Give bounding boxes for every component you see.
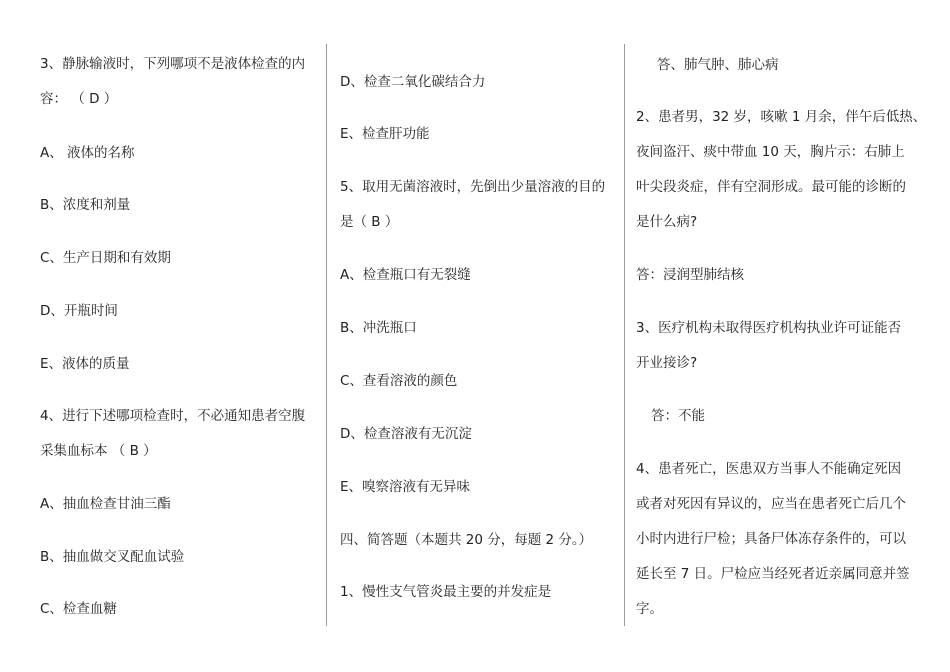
option-d: D、检查二氧化碳结合力 xyxy=(340,74,486,90)
question-4-line-1: 4、患者死亡，医患双方当事人不能确定死因 xyxy=(636,461,902,477)
question-2-line-3: 叶尖段炎症，伴有空洞形成。最可能的诊断的 xyxy=(636,179,906,195)
option-e: E、嗅察溶液有无异味 xyxy=(340,479,471,495)
column-right xyxy=(625,0,950,672)
question-3-line-1: 3、医疗机构未取得医疗机构执业许可证能否 xyxy=(636,320,902,336)
short-answer-1: 1、慢性支气管炎最主要的并发症是 xyxy=(340,584,552,600)
question-5-line-1: 5、取用无菌溶液时，先倒出少量溶液的目的 xyxy=(340,179,606,195)
question-2-line-4: 是什么病? xyxy=(636,214,698,230)
option-d: D、检查溶液有无沉淀 xyxy=(340,426,472,442)
option-c: C、查看溶液的颜色 xyxy=(340,373,458,389)
option-e: E、检查肝功能 xyxy=(340,126,430,142)
column-middle xyxy=(327,0,624,672)
option-b: B、冲洗瓶口 xyxy=(340,320,417,336)
question-5-line-2: 是（ B ） xyxy=(340,214,399,230)
answer-2: 答：浸润型肺结核 xyxy=(636,267,744,283)
option-a: A、检查瓶口有无裂缝 xyxy=(340,267,471,283)
option-e: E、液体的质量 xyxy=(40,356,130,372)
section-heading: 四、简答题（本题共 20 分，每题 2 分。） xyxy=(340,532,593,548)
question-3-line-2: 容： （ D ） xyxy=(40,91,118,107)
question-4-line-1: 4、进行下述哪项检查时，不必通知患者空腹 xyxy=(40,408,306,424)
option-d: D、开瓶时间 xyxy=(40,303,118,319)
question-4-line-2: 采集血标本 （ B ） xyxy=(40,443,157,459)
question-4-line-5: 字。 xyxy=(636,601,663,617)
option-a: A、抽血检查甘油三酯 xyxy=(40,496,171,512)
question-2-line-1: 2、患者男，32 岁，咳嗽 1 月余，伴午后低热、 xyxy=(636,109,927,125)
question-2-line-2: 夜间盗汗、痰中带血 10 天，胸片示：右肺上 xyxy=(636,144,905,160)
question-3-line-2: 开业接诊? xyxy=(636,355,698,371)
answer-1: 答、肺气肿、肺心病 xyxy=(657,57,779,73)
question-4-line-2: 或者对死因有异议的，应当在患者死亡后几个 xyxy=(636,496,906,512)
question-3-line-1: 3、静脉输液时，下列哪项不是液体检查的内 xyxy=(40,56,306,72)
question-4-line-4: 延长至 7 日。尸检应当经死者近亲属同意并签 xyxy=(636,566,910,582)
option-a: A、 液体的名称 xyxy=(40,145,135,161)
column-left xyxy=(0,0,326,672)
option-b: B、浓度和剂量 xyxy=(40,197,131,213)
option-c: C、检查血糖 xyxy=(40,601,117,617)
answer-3: 答：不能 xyxy=(651,408,705,424)
option-c: C、生产日期和有效期 xyxy=(40,250,171,266)
question-4-line-3: 小时内进行尸检；具备尸体冻存条件的，可以 xyxy=(636,531,906,547)
option-b: B、抽血做交叉配血试验 xyxy=(40,549,185,565)
